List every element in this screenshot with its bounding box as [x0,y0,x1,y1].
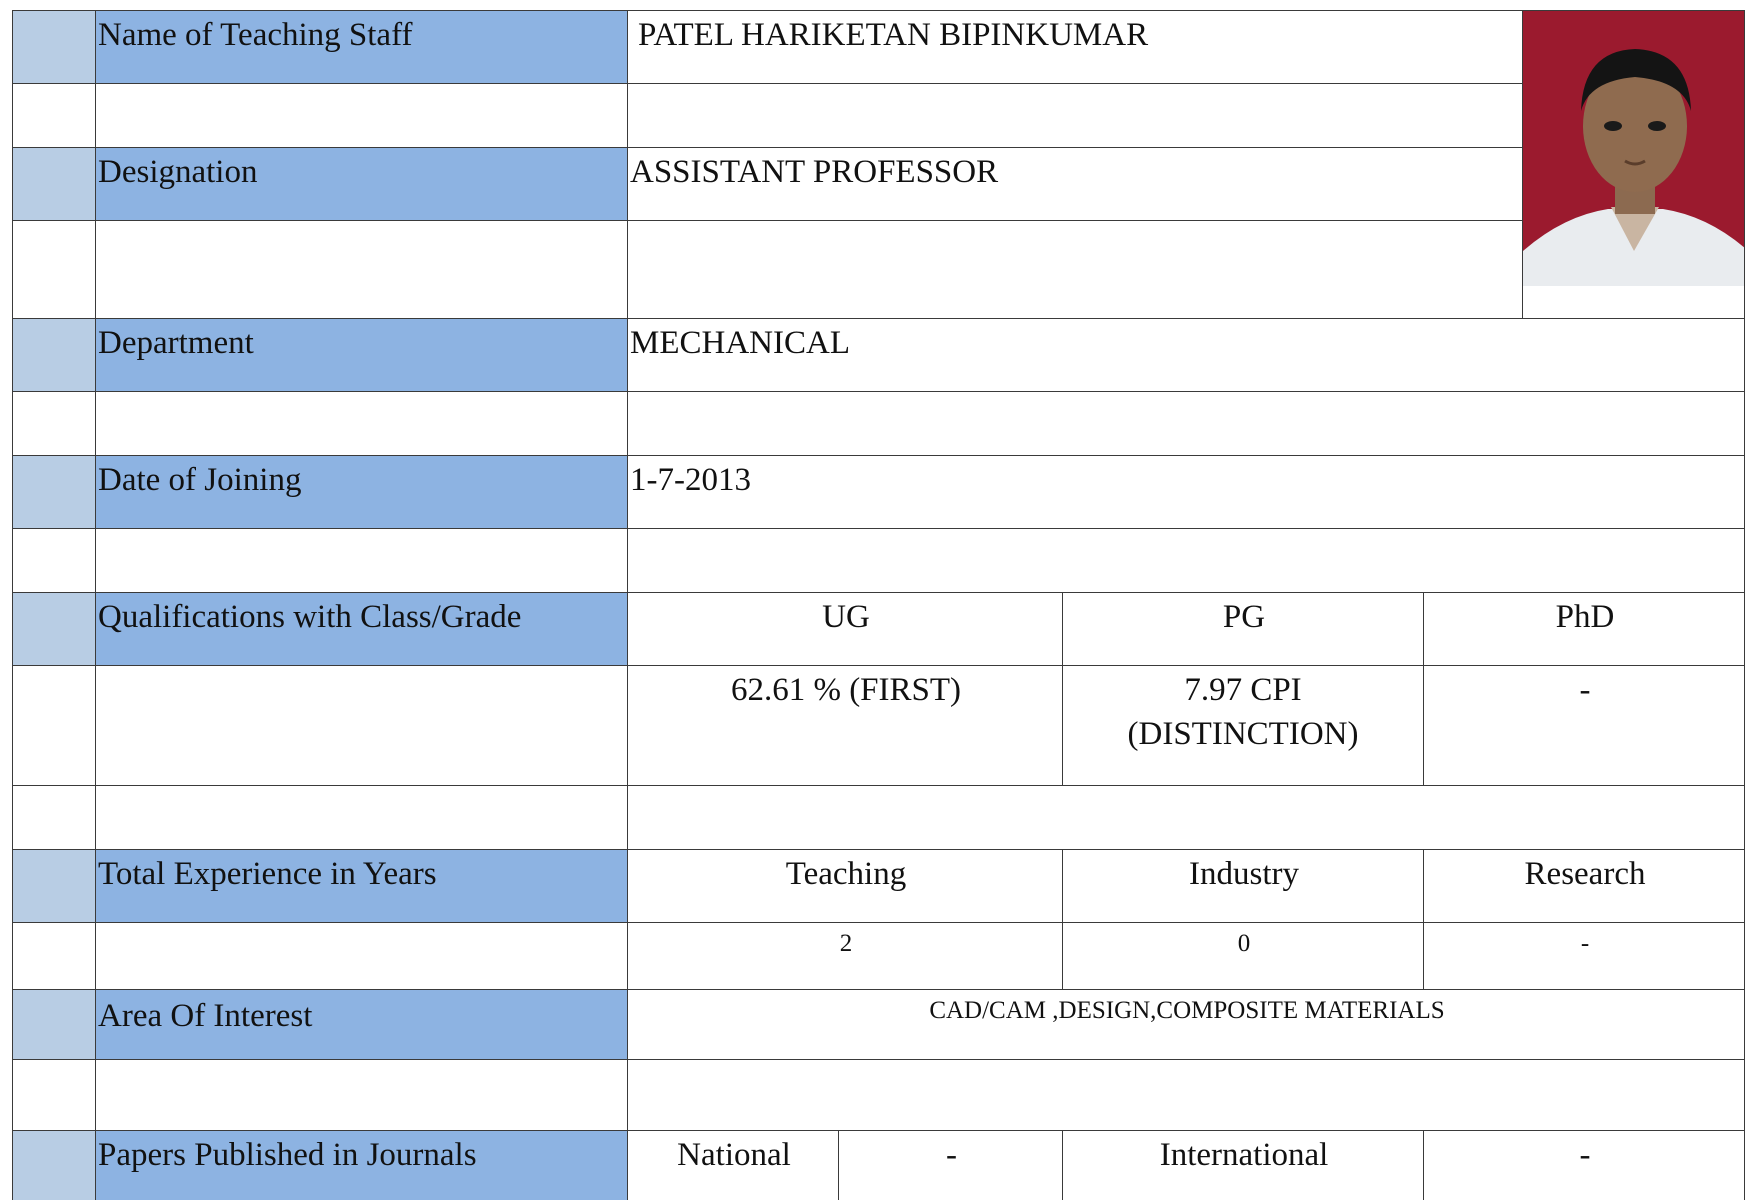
blank-cell [627,83,1523,148]
department-label: Department [95,318,628,392]
joining-label: Date of Joining [95,455,628,529]
papers-label: Papers Published in Journals [95,1130,628,1200]
index-cell [12,147,96,221]
blank-cell [95,391,628,456]
index-cell [12,785,96,850]
blank-cell [627,528,1745,593]
qualification-header-ug: UG [627,592,1063,666]
index-cell [12,1059,96,1131]
blank-cell [95,220,628,319]
portrait-icon [1523,11,1745,319]
blank-cell [95,785,628,850]
name-value: PATEL HARIKETAN BIPINKUMAR [627,10,1523,84]
index-cell [12,665,96,786]
qualification-pg-value: 7.97 CPI (DISTINCTION) [1062,665,1424,786]
index-cell [12,455,96,529]
index-cell [12,10,96,84]
qualification-header-pg: PG [1062,592,1424,666]
index-cell [12,592,96,666]
qualification-phd-value: - [1423,665,1745,786]
qualifications-label: Qualifications with Class/Grade [95,592,628,666]
index-cell [12,220,96,319]
blank-cell [95,83,628,148]
index-cell [12,989,96,1060]
index-cell [12,83,96,148]
papers-national-label: National [627,1130,839,1200]
experience-industry-value: 0 [1062,922,1424,990]
department-value: MECHANICAL [627,318,1745,392]
index-cell [12,528,96,593]
index-cell [12,391,96,456]
experience-research-value: - [1423,922,1745,990]
blank-cell [95,1059,628,1131]
papers-international-value: - [1423,1130,1745,1200]
blank-cell [95,665,628,786]
qualification-header-phd: PhD [1423,592,1745,666]
index-cell [12,1130,96,1200]
experience-header-teaching: Teaching [627,849,1063,923]
blank-cell [95,922,628,990]
blank-cell [627,785,1745,850]
joining-value: 1-7-2013 [627,455,1745,529]
papers-national-value: - [838,1130,1063,1200]
designation-value: ASSISTANT PROFESSOR [627,147,1523,221]
interest-label: Area Of Interest [95,989,628,1060]
name-label: Name of Teaching Staff [95,10,628,84]
blank-cell [627,1059,1745,1131]
papers-international-label: International [1062,1130,1424,1200]
designation-label: Designation [95,147,628,221]
interest-value: CAD/CAM ,DESIGN,COMPOSITE MATERIALS [627,989,1745,1060]
experience-teaching-value: 2 [627,922,1063,990]
blank-cell [95,528,628,593]
index-cell [12,318,96,392]
blank-cell [627,220,1523,319]
staff-photo [1522,10,1745,319]
blank-cell [627,391,1745,456]
experience-header-industry: Industry [1062,849,1424,923]
experience-label: Total Experience in Years [95,849,628,923]
qualification-ug-value: 62.61 % (FIRST) [627,665,1063,786]
experience-header-research: Research [1423,849,1745,923]
index-cell [12,922,96,990]
index-cell [12,849,96,923]
